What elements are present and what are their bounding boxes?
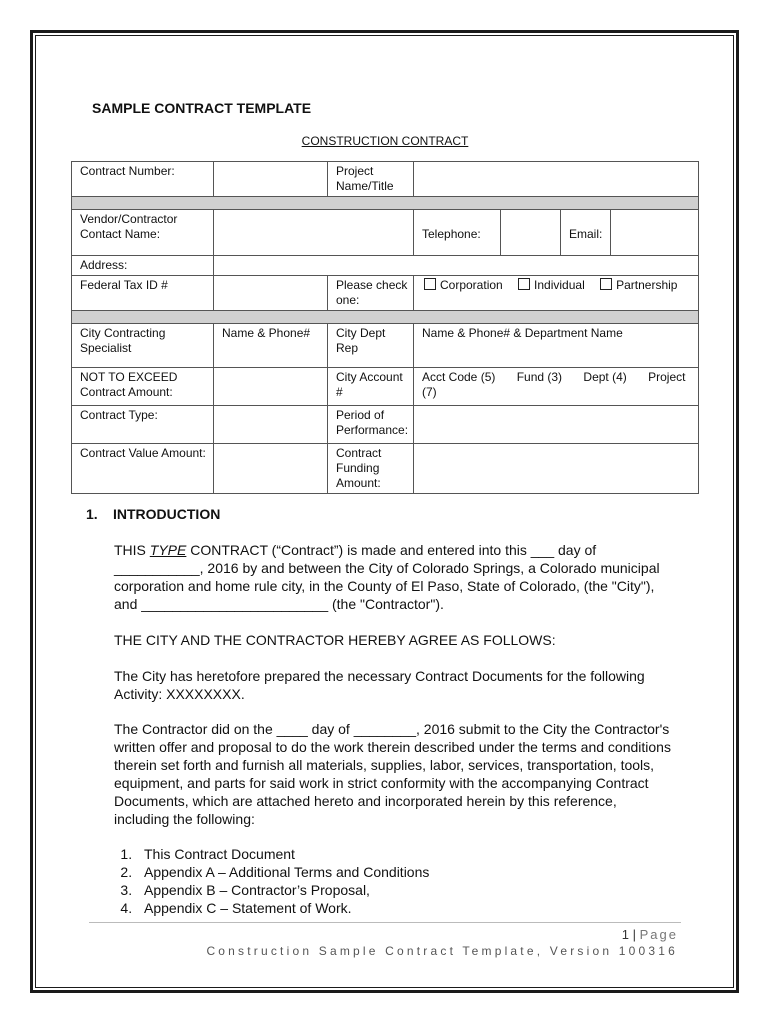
vendor-contact-field[interactable] [214,210,414,256]
address-label: Address: [72,256,214,276]
contract-info-table [71,161,699,494]
intro-text-rest: CONTRACT (“Contract”) is made and entered into this ___ day of ___________, 2016 by and between the City of Colorado Springs, a Colorado municipal corporation and home rule city, in the County of El Paso, State of Colorado, (the "City"), and ________________________ (the "Contractor"). [114,542,660,612]
individual-label: Individual [534,278,585,292]
contract-type-field[interactable] [214,406,328,444]
telephone-field[interactable] [501,210,561,256]
contract-value-label: Contract Value Amount: [72,444,214,494]
contract-value-field[interactable] [214,444,328,494]
partnership-checkbox[interactable] [600,278,612,290]
document-title: SAMPLE CONTRACT TEMPLATE [92,100,312,116]
period-label: Period of Performance: [328,406,414,444]
contract-funding-label: Contract Funding Amount: [328,444,414,494]
project-label: Project (7) [422,370,686,399]
page-separator: | [632,927,636,942]
email-field[interactable] [611,210,699,256]
footer-document-name: Construction Sample Contract Template, Version 100316 [206,944,678,958]
separator-row [72,311,699,324]
vendor-contact-label: Vendor/Contractor Contact Name: [72,210,214,256]
not-to-exceed-field[interactable] [214,368,328,406]
city-account-label: City Account # [328,368,414,406]
account-code-labels [414,368,699,406]
project-name-field[interactable] [414,162,699,197]
list-item: 2. Appendix A – Additional Terms and Conditions [136,863,429,881]
specialist-name-phone-label: Name & Phone# [214,324,328,368]
telephone-label: Telephone: [414,210,501,256]
list-item: 4. Appendix C – Statement of Work. [136,899,429,917]
acct-code-label: Acct Code (5) [422,370,496,384]
intro-text-start: THIS [114,542,150,558]
contract-number-field[interactable] [214,162,328,197]
federal-tax-label: Federal Tax ID # [72,276,214,311]
footer-divider [89,922,681,923]
individual-checkbox[interactable] [518,278,530,290]
corporation-label: Corporation [440,278,503,292]
list-item: 3. Appendix B – Contractor’s Proposal, [136,881,429,899]
section-number: 1. [86,506,98,522]
city-dept-rep-label: City Dept Rep [328,324,414,368]
address-field[interactable] [214,256,699,276]
list-item: 1. This Contract Document [136,845,429,863]
federal-tax-field[interactable] [214,276,328,311]
project-name-label: Project Name/Title [328,162,414,197]
section-title: INTRODUCTION [113,506,221,522]
intro-paragraph [114,541,674,613]
agreement-statement: THE CITY AND THE CONTRACTOR HEREBY AGREE AS FOLLOWS: [114,632,556,648]
page-word: Page [639,927,678,942]
entity-type-options [414,276,699,311]
email-label: Email: [561,210,611,256]
partnership-label: Partnership [616,278,678,292]
not-to-exceed-label: NOT TO EXCEED Contract Amount: [72,368,214,406]
document-subtitle: CONSTRUCTION CONTRACT [301,134,469,148]
proposal-paragraph: The Contractor did on the ____ day of ________, 2016 submit to the City the Contractor's written offer and proposal to do the work therein described under the terms and conditions therein set forth and furnish all materials, supplies, labor, services, transportation, tools, equipment, and parts for said work in strict conformity with the accompanying Contract Documents, which are attached hereto and incorporated herein by this reference, including the following: [114,721,671,827]
type-placeholder: TYPE [149,542,187,558]
city-specialist-label: City Contracting Specialist [72,324,214,368]
page-number-value: 1 [621,927,629,942]
section-heading [86,506,220,522]
contract-type-label: Contract Type: [72,406,214,444]
separator-row [72,197,699,210]
contract-number-label: Contract Number: [72,162,214,197]
documents-list [114,845,429,917]
period-field[interactable] [414,406,699,444]
page-number [622,927,678,942]
dept-label: Dept (4) [583,370,627,384]
corporation-checkbox[interactable] [424,278,436,290]
please-check-label: Please check one: [328,276,414,311]
contract-funding-field[interactable] [414,444,699,494]
activity-paragraph: The City has heretofore prepared the necessary Contract Documents for the following Activity: XXXXXXXX. [114,668,645,702]
dept-rep-label: Name & Phone# & Department Name [414,324,699,368]
fund-label: Fund (3) [516,370,563,384]
